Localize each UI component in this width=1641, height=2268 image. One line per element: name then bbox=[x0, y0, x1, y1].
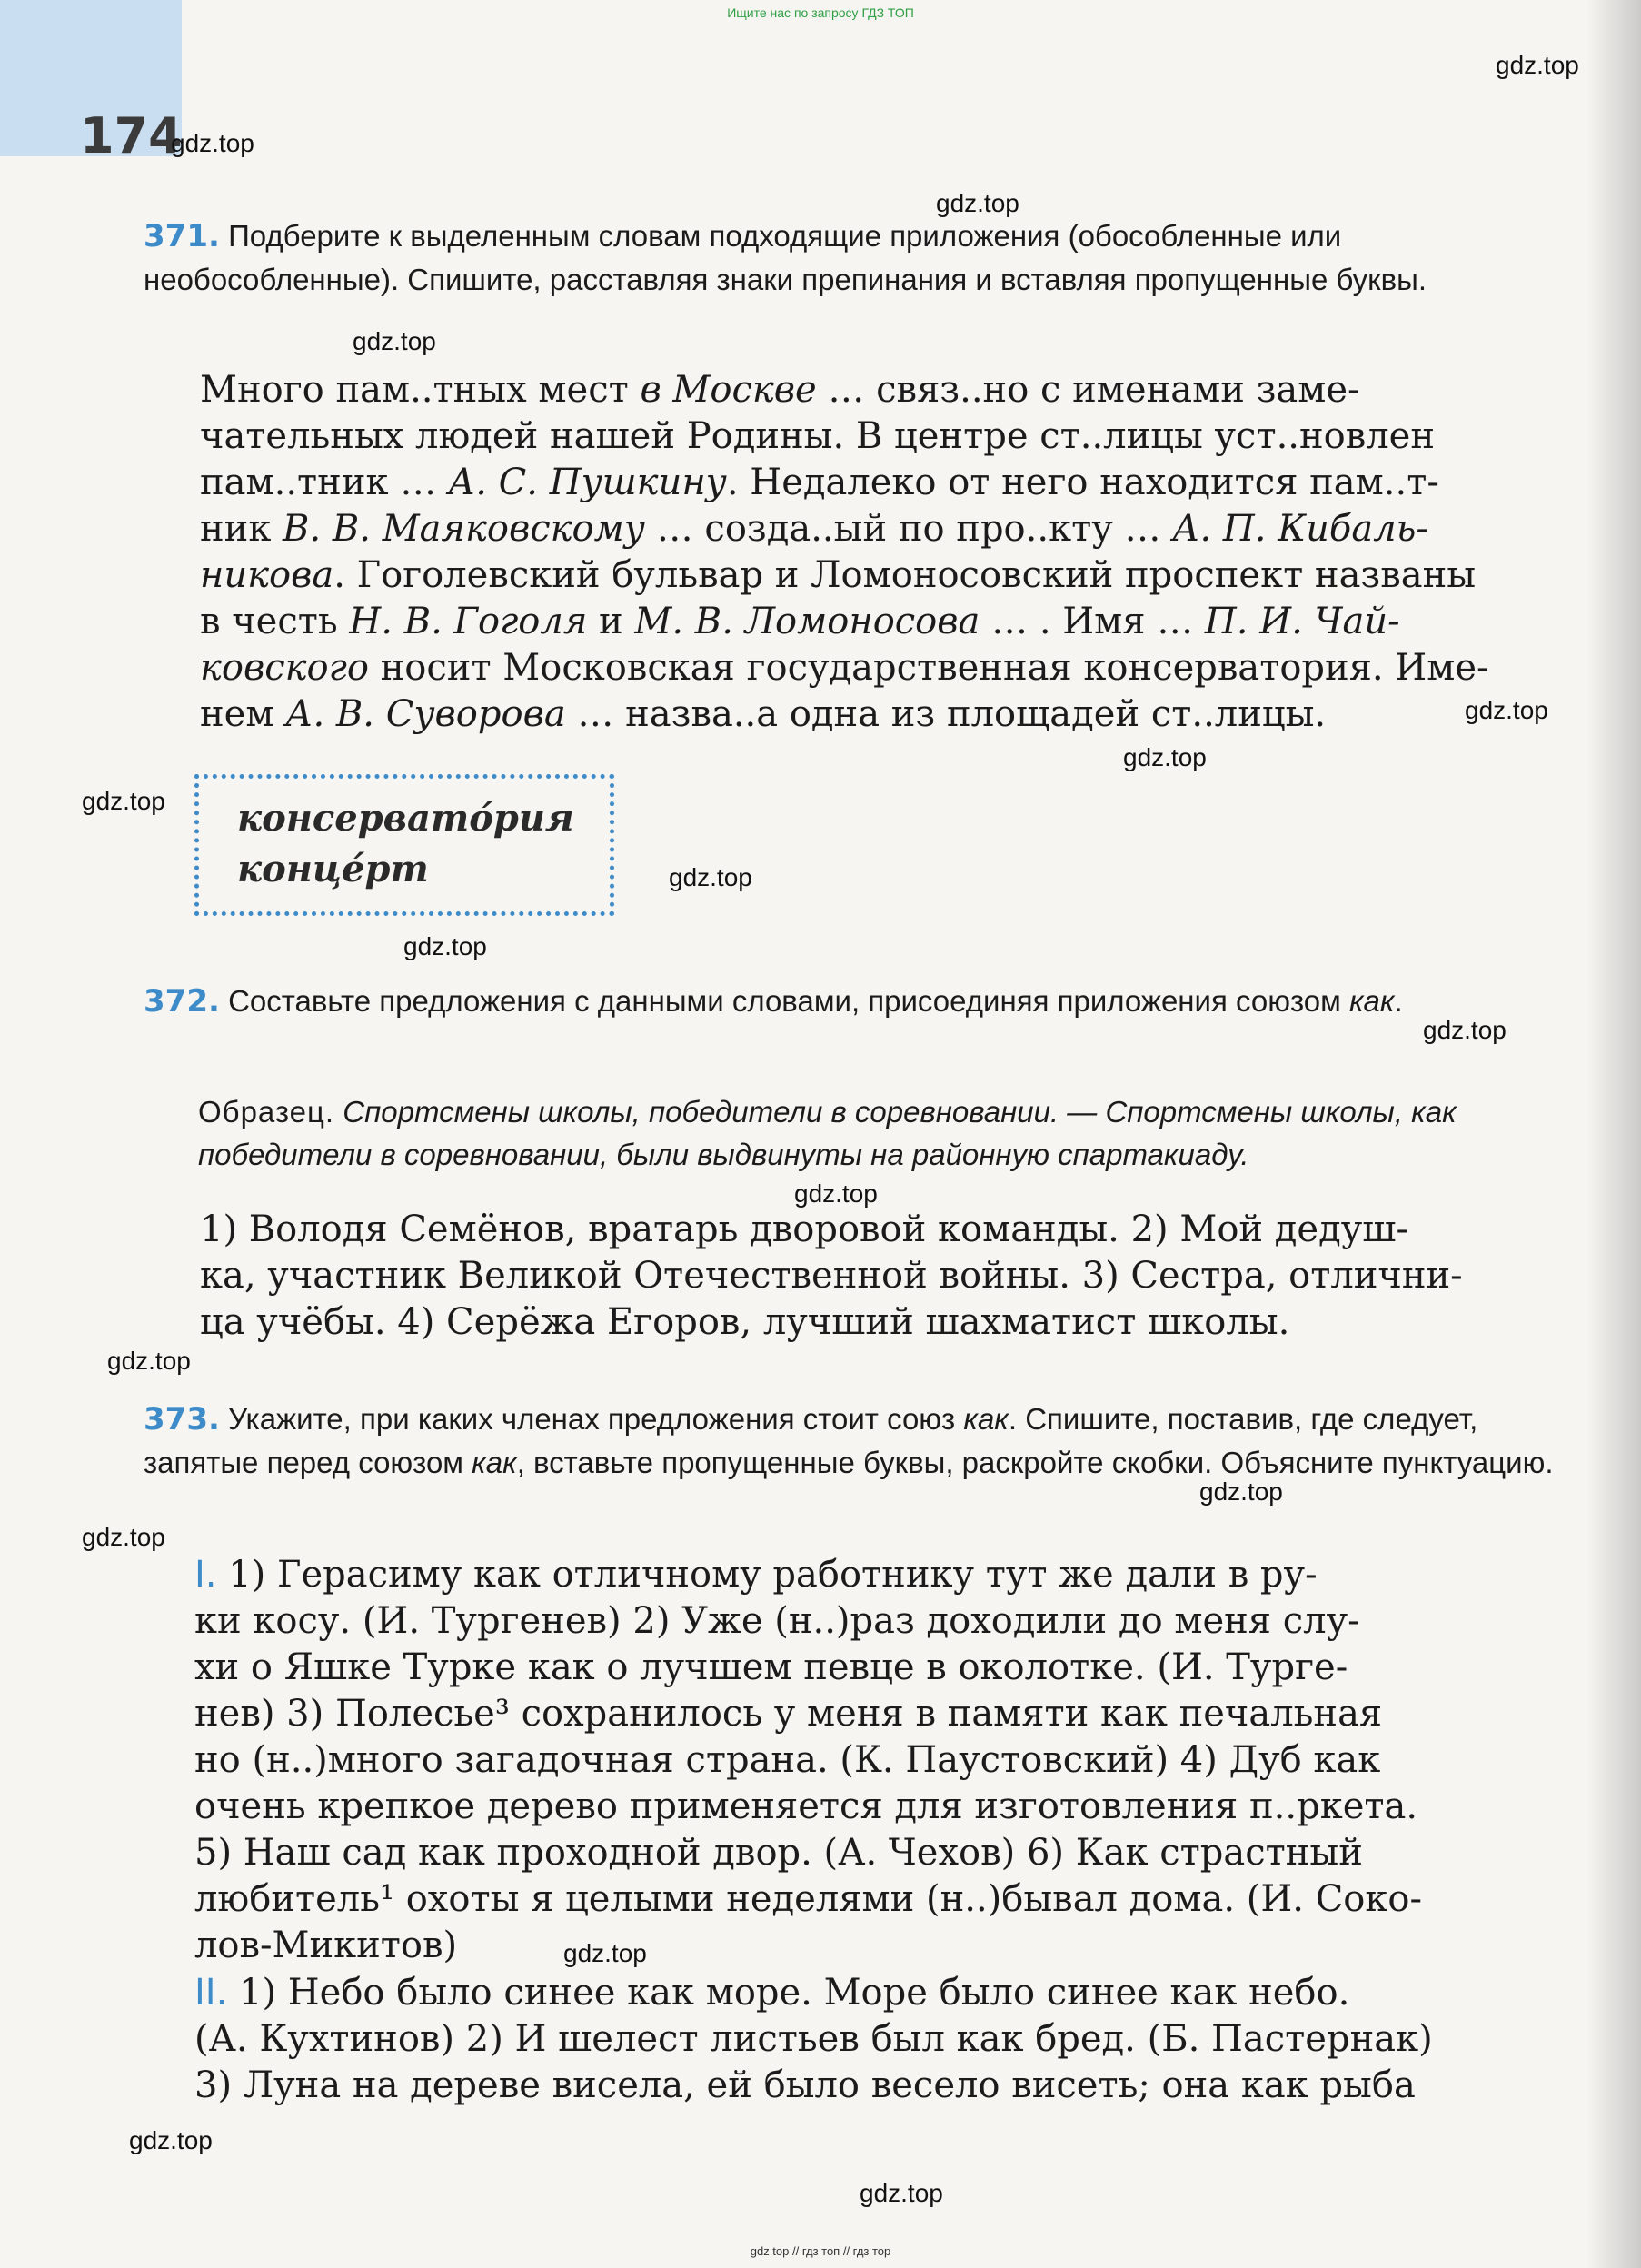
highlighted-word: П. И. Чай- bbox=[1204, 601, 1400, 642]
text-line: любитель¹ охоты я целыми неделями (н..)бывал дома. (И. Соко- bbox=[194, 1878, 1422, 1920]
watermark: gdz.top bbox=[936, 189, 1019, 217]
dictionary-box bbox=[194, 774, 614, 916]
highlighted-word: Н. В. Гоголя bbox=[349, 601, 588, 642]
text-line bbox=[200, 506, 1581, 552]
text-line: 1) Герасиму как отличному работнику тут же дали в ру- bbox=[216, 1554, 1318, 1596]
ex373-instruction-kak: как bbox=[472, 1446, 517, 1479]
ex372-number: 372. bbox=[144, 983, 220, 1020]
text-line bbox=[200, 552, 1581, 599]
watermark: gdz.top bbox=[1496, 51, 1579, 79]
ex371-instruction bbox=[144, 214, 1588, 301]
sample-text: Спортсмены школы, победители в соревновании. — Спортсмены школы, как победители в соревновании, были выдвинуты на районную спартакиаду. bbox=[198, 1095, 1457, 1171]
ex372-instruction bbox=[144, 980, 1588, 1023]
highlighted-word: А. С. Пушкину bbox=[447, 462, 727, 503]
ex372-instruction-kak: как bbox=[1348, 984, 1395, 1018]
text-line: ки косу. (И. Тургенев) 2) Уже (н..)раз доходили до меня слу- bbox=[194, 1600, 1360, 1642]
text-line: 3) Луна на дереве висела, ей было весело висеть; она как рыба bbox=[194, 2064, 1416, 2106]
text-segment: … . Имя … bbox=[980, 601, 1205, 642]
ex373-instruction-text: , вставьте пропущенные буквы, раскройте скобки. Объясните пунктуацию. bbox=[516, 1446, 1554, 1479]
highlighted-word: ковского bbox=[200, 647, 369, 689]
ex373-part1 bbox=[194, 1552, 1576, 1969]
text-line bbox=[200, 413, 1581, 460]
ex371-text bbox=[200, 367, 1581, 738]
text-segment: нем bbox=[200, 693, 286, 735]
watermark: gdz.top bbox=[669, 863, 752, 891]
text-line bbox=[200, 599, 1581, 645]
text-segment: … созда..ый по про..кту … bbox=[644, 508, 1173, 550]
page-number: 174 bbox=[80, 107, 183, 164]
ex373-instruction-kak: как bbox=[963, 1402, 1009, 1436]
highlighted-word: А. В. Суворова bbox=[285, 693, 566, 735]
text-line: ца учёбы. 4) Серёжа Егоров, лучший шахматист школы. bbox=[200, 1301, 1290, 1343]
watermark: gdz.top bbox=[563, 1939, 647, 1967]
watermark: gdz.top bbox=[1465, 696, 1548, 724]
text-line bbox=[200, 367, 1581, 413]
bottom-note: gdz top // гдз топ // гдз тор bbox=[750, 2244, 891, 2258]
ex372-sample bbox=[198, 1090, 1588, 1176]
text-line bbox=[200, 460, 1581, 506]
part2-label: II. bbox=[194, 1972, 228, 2014]
ex373-part2 bbox=[194, 1970, 1576, 2109]
watermark: gdz.top bbox=[82, 787, 165, 815]
text-line bbox=[200, 691, 1581, 738]
watermark: gdz.top bbox=[171, 129, 254, 157]
watermark: gdz.top bbox=[107, 1347, 191, 1375]
text-line: 1) Володя Семёнов, вратарь дворовой команды. 2) Мой дедуш- bbox=[200, 1209, 1408, 1250]
text-segment: чательных людей нашей Родины. В центре ст..лицы уст..новлен bbox=[200, 415, 1436, 457]
text-line: 5) Наш сад как проходной двор. (А. Чехов) 6) Как страстный bbox=[194, 1832, 1363, 1874]
watermark: gdz.top bbox=[794, 1179, 878, 1208]
text-segment: носит Московская государственная консерватория. Име- bbox=[368, 647, 1489, 689]
text-line: хи о Яшке Турке как о лучшем певце в околотке. (И. Турге- bbox=[194, 1646, 1348, 1688]
watermark: gdz.top bbox=[1123, 743, 1207, 771]
top-note: Ищите нас по запросу ГДЗ ТОП bbox=[727, 5, 914, 20]
dictionary-word: консервато́рия bbox=[237, 797, 574, 840]
watermark: gdz.top bbox=[1199, 1477, 1283, 1506]
text-segment: Много пам..тных мест bbox=[200, 369, 641, 411]
ex371-instruction-text: Подберите к выделенным словам подходящие приложения (обособленные или необособленные). Спишите, расставляя знаки препинания и вставляя пропущенные буквы. bbox=[144, 219, 1427, 296]
dictionary-word: конце́рт bbox=[237, 848, 429, 890]
ex373-instruction bbox=[144, 1398, 1588, 1484]
highlighted-word: никова bbox=[200, 554, 334, 596]
watermark: gdz.top bbox=[403, 932, 487, 960]
watermark: gdz.top bbox=[82, 1523, 165, 1551]
ex371-number: 371. bbox=[144, 218, 220, 254]
text-segment: в честь bbox=[200, 601, 350, 642]
ex372-instruction-end: . bbox=[1394, 984, 1403, 1018]
text-segment: пам..тник … bbox=[200, 462, 448, 503]
text-line: нев) 3) Полесье³ сохранилось у меня в памяти как печальная bbox=[194, 1693, 1383, 1735]
ex372-text bbox=[200, 1207, 1581, 1346]
sample-label: Образец. bbox=[198, 1095, 335, 1129]
ex373-instruction-text: . Спишите, поставив, где следует, запятые перед союзом bbox=[144, 1402, 1478, 1479]
highlighted-word: М. В. Ломоносова bbox=[634, 601, 980, 642]
ex373-instruction-text: Укажите, при каких членах предложения стоит союз bbox=[228, 1402, 956, 1436]
ex372-instruction-text: Составьте предложения с данными словами, присоединяя приложения союзом bbox=[228, 984, 1341, 1018]
highlighted-word: А. П. Кибаль- bbox=[1172, 508, 1428, 550]
text-line: ка, участник Великой Отечественной войны. 3) Сестра, отлични- bbox=[200, 1255, 1463, 1297]
watermark: gdz.top bbox=[129, 2126, 213, 2154]
watermark: gdz.top bbox=[860, 2179, 943, 2207]
text-line bbox=[200, 645, 1581, 691]
text-line: лов-Микитов) bbox=[194, 1925, 458, 1966]
highlighted-word: в Москве bbox=[640, 369, 817, 411]
text-segment: ник bbox=[200, 508, 283, 550]
book-spine-shadow bbox=[1586, 0, 1641, 2268]
text-line: очень крепкое дерево применяется для изготовления п..ркета. bbox=[194, 1786, 1418, 1827]
ex373-number: 373. bbox=[144, 1401, 220, 1437]
text-line: (А. Кухтинов) 2) И шелест листьев был как бред. (Б. Пастернак) bbox=[194, 2018, 1433, 2060]
text-line: но (н..)много загадочная страна. (К. Паустовский) 4) Дуб как bbox=[194, 1739, 1381, 1781]
text-segment: … связ..но с именами заме- bbox=[816, 369, 1360, 411]
text-line: 1) Небо было синее как море. Море было синее как небо. bbox=[227, 1972, 1350, 2014]
text-segment: . Гоголевский бульвар и Ломоносовский проспект названы bbox=[333, 554, 1477, 596]
text-segment: … назва..а одна из площадей ст..лицы. bbox=[565, 693, 1327, 735]
highlighted-word: В. В. Маяковскому bbox=[283, 508, 645, 550]
watermark: gdz.top bbox=[353, 327, 436, 355]
part1-label: I. bbox=[194, 1554, 217, 1596]
text-segment: . Недалеко от него находится пам..т- bbox=[726, 462, 1439, 503]
text-segment: и bbox=[587, 601, 635, 642]
watermark: gdz.top bbox=[1423, 1016, 1507, 1044]
